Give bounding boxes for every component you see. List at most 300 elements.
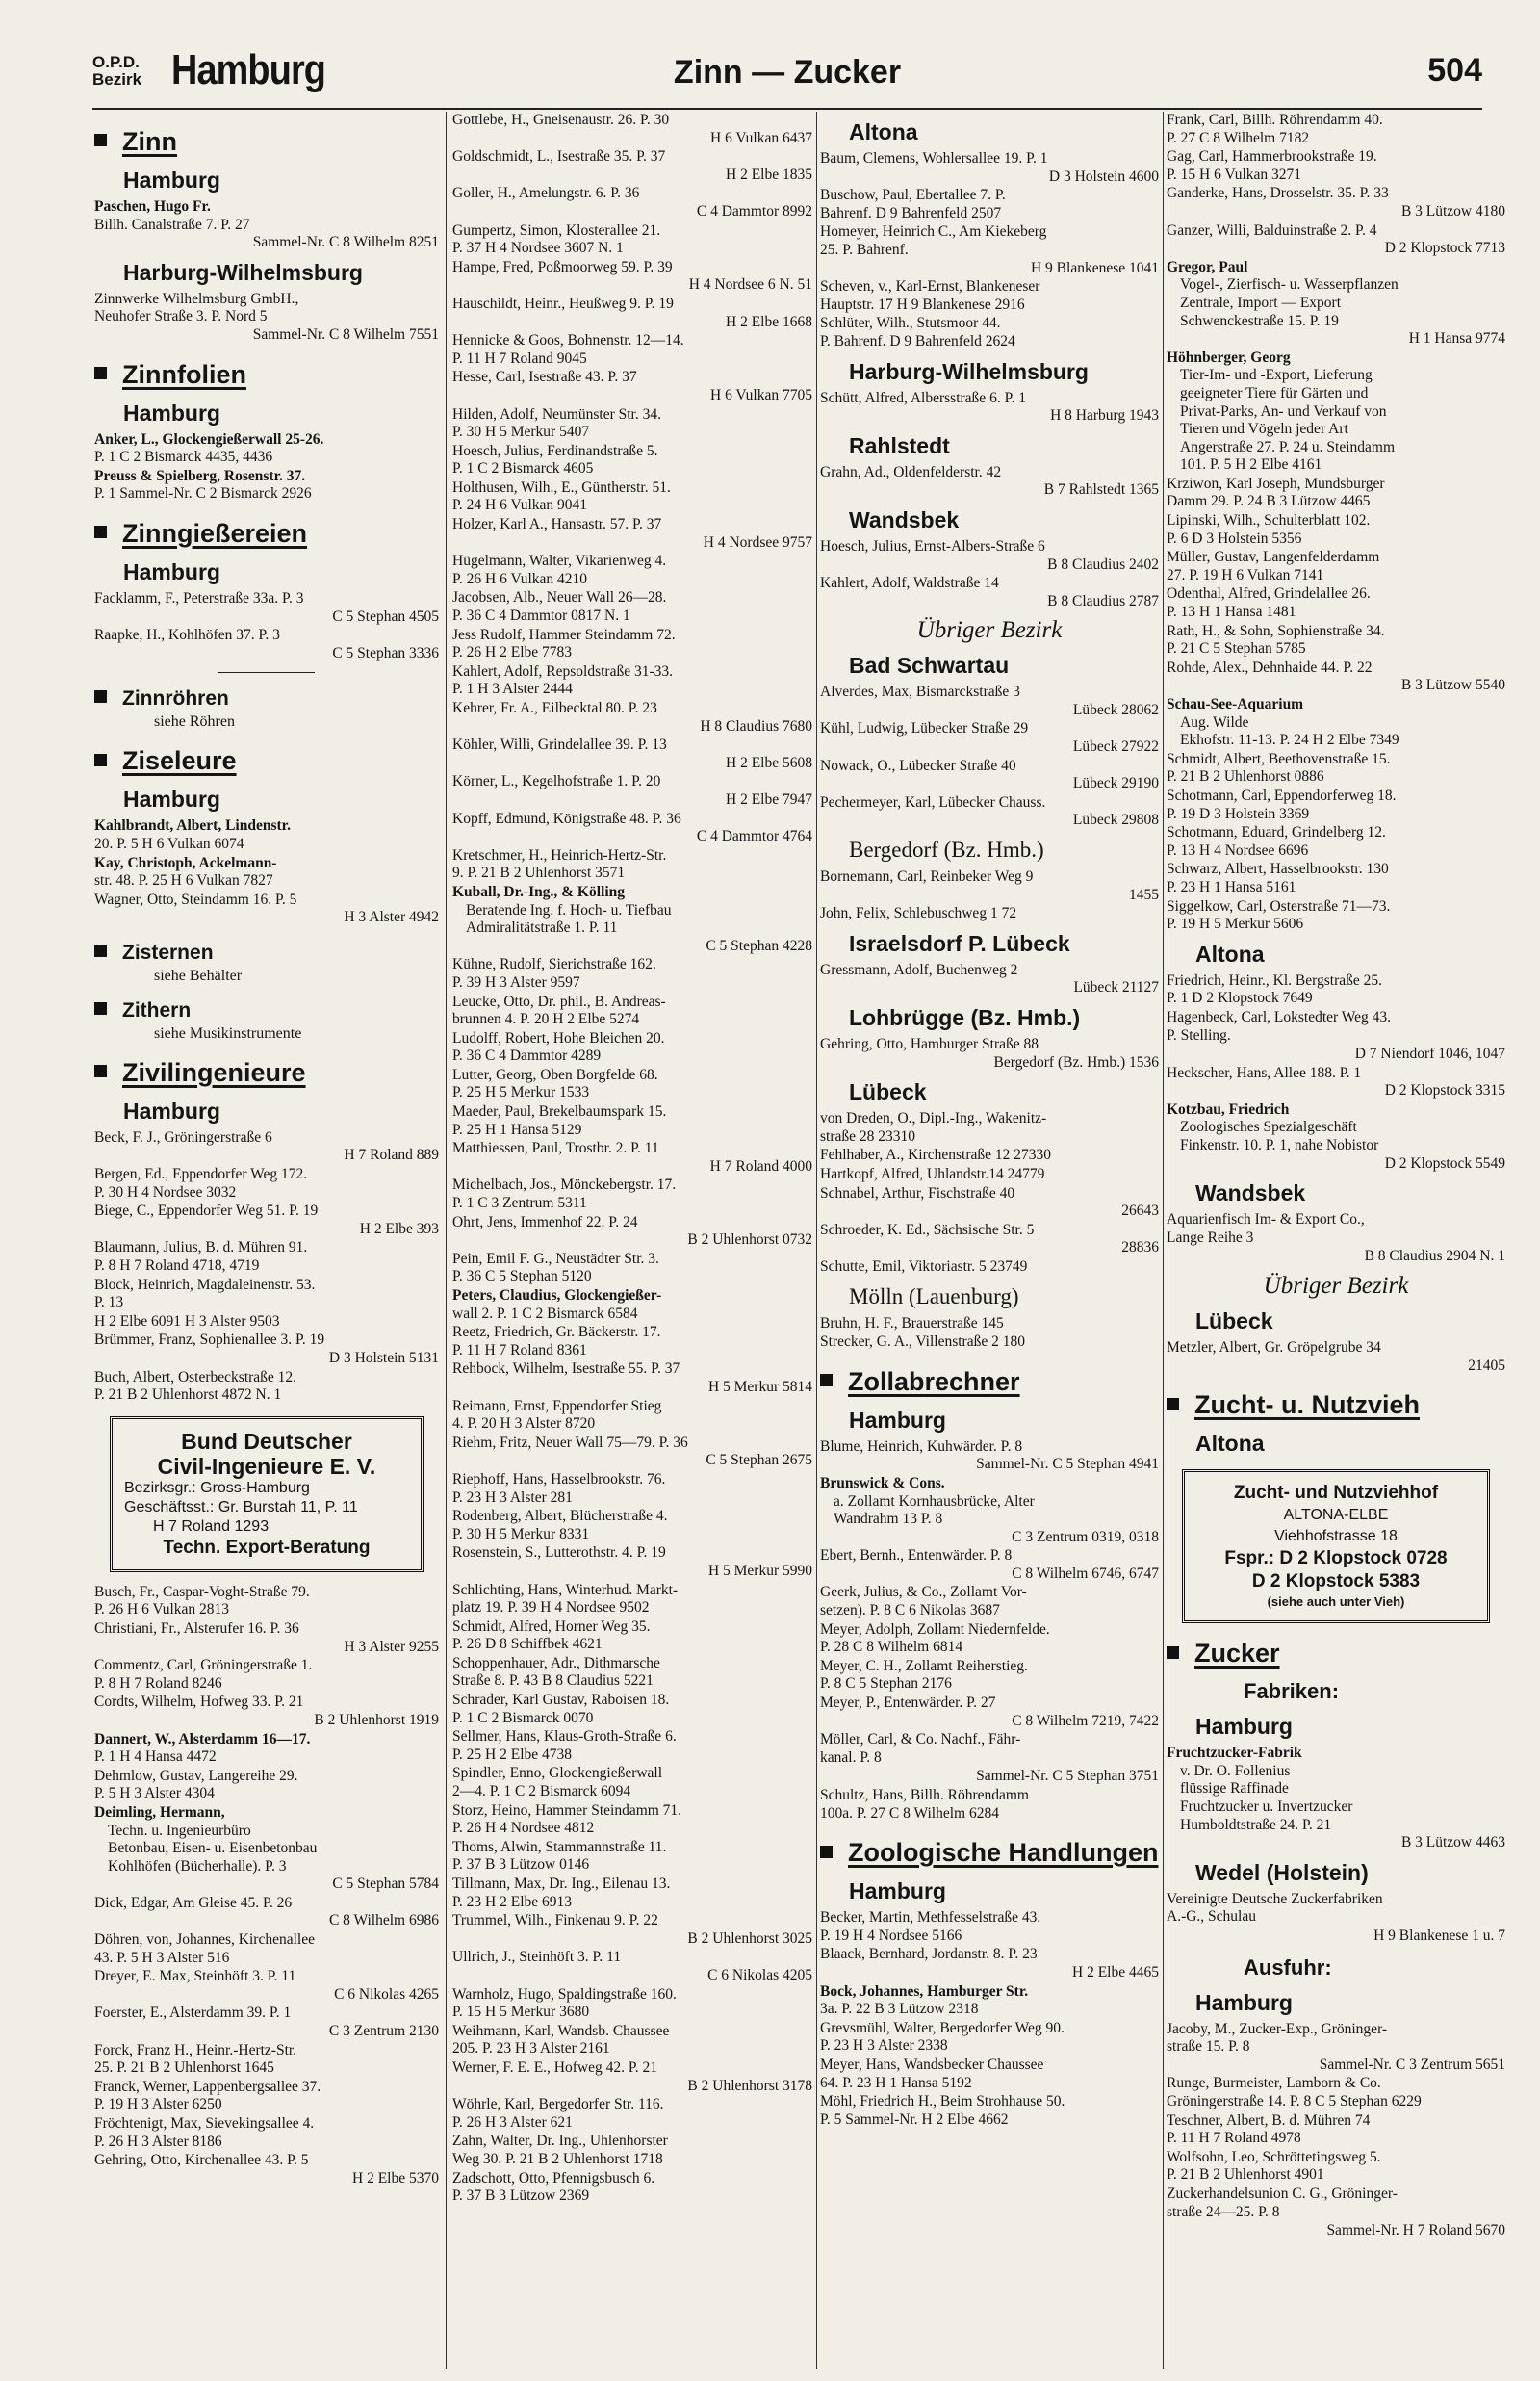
directory-entry [94, 627, 439, 662]
entry-line: Schwenckestraße 15. P. 19 [1180, 312, 1339, 329]
entry-line: 26643 [1121, 1203, 1159, 1220]
entry-line: Schotmann, Eduard, Grindelberg 12. [1167, 824, 1386, 841]
ad-title: Civil-Ingenieure E. V. [157, 1453, 376, 1479]
entry-line: Gumpertz, Simon, Klosterallee 21. [452, 221, 661, 239]
directory-entry [820, 538, 1159, 574]
entry-line: 205. P. 23 H 3 Alster 2161 [452, 2040, 610, 2057]
entry-line: Wandrahm 13 P. 8 [834, 1511, 943, 1528]
entry-line: Lübeck 28062 [1072, 701, 1159, 718]
directory-entry [1167, 1248, 1505, 1266]
directory-entry [452, 773, 812, 809]
directory-entry [820, 1315, 1159, 1333]
directory-entry [452, 2023, 812, 2058]
entry-line: H 9 Blankenese 1 u. 7 [1373, 1927, 1505, 1944]
entry-line: P. 8 H 7 Roland 8246 [94, 1674, 222, 1692]
entry-line: Techn. u. Ingenieurbüro [108, 1822, 251, 1839]
entry-line: C 8 Wilhelm 6986 [328, 1912, 439, 1929]
entry-line: P. 26 H 6 Vulkan 4210 [452, 570, 588, 587]
directory-entry [1167, 1009, 1505, 1045]
entry-line: Lipinski, Wilh., Schulterblatt 102. [1167, 512, 1371, 530]
entry-line: Sammel-Nr. C 5 Stephan 3751 [976, 1768, 1159, 1785]
directory-entry [452, 443, 812, 479]
entry-line: Alverdes, Max, Bismarckstraße 3 [820, 684, 1020, 701]
entry-line: P. 1 C 2 Bismarck 4605 [452, 460, 594, 478]
entry-line: Goldschmidt, L., Isestraße 35. P. 37 [452, 148, 666, 166]
entry-line: H 4 Nordsee 6 N. 51 [688, 276, 812, 294]
entry-line: H 9 Blankenese 1041 [1030, 259, 1159, 276]
advertisement-civil-engineers [110, 1416, 424, 1572]
entry-line: Reetz, Friedrich, Gr. Bäckerstr. 17. [452, 1324, 661, 1341]
entry-line: Schoppenhauer, Adr., Dithmarsche [452, 1654, 660, 1671]
directory-entry [820, 464, 1159, 500]
entry-line: Kopff, Edmund, Königstraße 48. P. 36 [452, 810, 681, 827]
directory-entry [452, 185, 812, 220]
entry-line: Lutter, Georg, Oben Borgfelde 68. [452, 1066, 658, 1083]
entry-line: 2—4. P. 1 C 2 Bismarck 6094 [452, 1783, 631, 1800]
entry-line: Lübeck 27922 [1072, 738, 1159, 756]
entry-line: Kahlbrandt, Albert, Lindenstr. [94, 817, 291, 835]
entry-line: Dannert, W., Alsterdamm 16—17. [94, 1730, 311, 1747]
entry-line: Sammel-Nr. H 7 Roland 5670 [1326, 2222, 1505, 2239]
entry-line: P. 1 C 2 Bismarck 0070 [452, 1709, 594, 1726]
location-heading: Hamburg [849, 1878, 946, 1904]
directory-entry [452, 1728, 812, 1764]
directory-entry [820, 1147, 1159, 1165]
category-heading [94, 686, 439, 712]
entry-line: kanal. P. 8 [820, 1748, 882, 1766]
category-title: Ziseleure [122, 746, 237, 776]
directory-entry [452, 148, 812, 184]
entry-line: D 2 Klopstock 5549 [1384, 1154, 1505, 1172]
directory-entry [94, 1620, 439, 1656]
entry-line: D 2 Klopstock 3315 [1384, 1082, 1505, 1100]
entry-line: P. 5 H 3 Alster 4304 [94, 1785, 215, 1802]
entry-line: a. Zollamt Kornhausbrücke, Alter [834, 1492, 1035, 1510]
ad-phone: H 7 Roland 1293 [153, 1517, 270, 1535]
entry-line: Sammel-Nr. C 3 Zentrum 5651 [1319, 2056, 1505, 2073]
column-3 [820, 112, 1159, 2369]
entry-line: C 5 Stephan 4228 [706, 937, 812, 954]
entry-line: Schmidt, Albert, Beethovenstraße 15. [1167, 750, 1391, 767]
header-city: Hamburg [171, 46, 326, 93]
entry-line: P. 23 H 3 Alster 281 [452, 1488, 573, 1506]
entry-line: B 8 Claudius 2787 [1047, 592, 1159, 609]
category-title: Zinn [122, 127, 177, 156]
entry-line: Holthusen, Wilh., E., Güntherstr. 51. [452, 479, 671, 496]
entry-line: Rehbock, Wilhelm, Isestraße 55. P. 37 [452, 1360, 680, 1378]
entry-line: Hagenbeck, Carl, Lokstedter Weg 43. [1167, 1008, 1392, 1025]
entry-line: Deimling, Hermann, [94, 1803, 225, 1821]
entry-line: Dreyer, E. Max, Steinhöft 3. P. 11 [94, 1968, 296, 1985]
entry-line: 100a. P. 27 C 8 Wilhelm 6284 [820, 1804, 999, 1822]
category-heading [1167, 1637, 1505, 1669]
entry-line: P. 26 D 8 Schiffbek 4621 [452, 1636, 603, 1653]
directory-entry [1167, 2222, 1505, 2240]
entry-line: P. 26 H 3 Alster 8186 [94, 2133, 222, 2150]
directory-entry [94, 590, 439, 626]
entry-line: Bergen, Ed., Eppendorfer Weg 172. [94, 1166, 308, 1183]
directory-entry [452, 2059, 812, 2095]
entry-line: Angerstraße 27. P. 24 u. Steindamm [1180, 438, 1396, 455]
category-bullet-icon [1167, 1646, 1179, 1659]
entry-line: H 2 Elbe 4465 [1072, 1963, 1159, 1980]
entry-line: Preuss & Spielberg, Rosenstr. 37. [94, 467, 306, 484]
entry-line: B 8 Claudius 2402 [1047, 556, 1159, 573]
entry-line: Paschen, Hugo Fr. [94, 198, 211, 215]
entry-line: Lübeck 29808 [1072, 812, 1159, 829]
entry-line: Wöhrle, Karl, Bergedorfer Str. 116. [452, 2096, 664, 2113]
entry-line: P. 6 D 3 Holstein 5356 [1167, 530, 1302, 547]
entry-line: 28836 [1121, 1239, 1159, 1256]
directory-entry [452, 112, 812, 147]
location-heading: Hamburg [123, 168, 220, 193]
directory-entry [94, 1768, 439, 1803]
entry-line: Beratende Ing. f. Hoch- u. Tiefbau [466, 901, 672, 919]
category-bullet-icon [94, 1002, 107, 1015]
entry-line: 25. P. Bahrenf. [820, 241, 909, 258]
entry-line: H 2 Elbe 1668 [726, 313, 812, 330]
category-bullet-icon [820, 1846, 833, 1858]
entry-line: Spindler, Enno, Glockengießerwall [452, 1765, 663, 1782]
directory-entry [452, 1287, 812, 1323]
entry-line: B 7 Rahlstedt 1365 [1043, 481, 1159, 499]
entry-line: Odenthal, Alfred, Grindelallee 26. [1167, 585, 1371, 603]
header-range: Zinn — Zucker [673, 54, 902, 91]
category-title: Zollabrechner [848, 1366, 1020, 1396]
entry-line: Forck, Franz H., Heinr.-Hertz-Str. [94, 2041, 297, 2058]
entry-line: Schlichting, Hans, Winterhud. Markt- [452, 1581, 679, 1598]
entry-line: Grevsmühl, Walter, Bergedorfer Weg 90. [820, 2019, 1065, 2036]
entry-line: Dehmlow, Gustav, Langereihe 29. [94, 1767, 298, 1784]
entry-line: Commentz, Carl, Gröningerstraße 1. [94, 1657, 313, 1674]
entry-line: Zahn, Walter, Dr. Ing., Uhlenhorster [452, 2133, 668, 2150]
entry-line: P. 11 H 7 Roland 9045 [452, 349, 587, 367]
directory-entry [452, 589, 812, 625]
entry-line: wall 2. P. 1 C 2 Bismarck 6584 [452, 1305, 638, 1322]
entry-line: Homeyer, Heinrich C., Am Kiekeberg [820, 223, 1047, 241]
column-divider [1163, 112, 1164, 2369]
entry-line: Biege, C., Eppendorfer Weg 51. P. 19 [94, 1203, 319, 1220]
entry-line: P. 19 D 3 Holstein 3369 [1167, 805, 1310, 822]
entry-line: P. 39 H 3 Alster 9597 [452, 973, 580, 991]
directory-entry [452, 296, 812, 331]
location-heading: Übriger Bezirk [1263, 1273, 1409, 1300]
directory-entry [452, 479, 812, 515]
see-also-note: siehe Musikinstrumente [154, 1024, 302, 1042]
directory-entry [452, 1435, 812, 1470]
entry-line: C 6 Nikolas 4205 [707, 1966, 812, 1983]
entry-line: Sellmer, Hans, Klaus-Groth-Straße 6. [452, 1728, 677, 1746]
entry-line: Finkenstr. 10. P. 1, nahe Nobistor [1180, 1137, 1379, 1154]
directory-entry [1167, 1891, 1505, 1927]
entry-line: Facklamm, F., Peterstraße 33a. P. 3 [94, 589, 304, 607]
entry-line: Blaumann, Julius, B. d. Mühren 91. [94, 1239, 308, 1256]
category-heading [1167, 1388, 1505, 1421]
directory-entry [820, 1946, 1159, 1981]
entry-line: Scheven, v., Karl-Ernst, Blankeneser [820, 278, 1040, 296]
entry-line: P. 13 [94, 1294, 124, 1311]
entry-line: Hügelmann, Walter, Vikarienweg 4. [452, 553, 667, 570]
ad-phone: D 2 Klopstock 5383 [1251, 1571, 1421, 1592]
directory-entry [94, 1657, 439, 1693]
directory-entry [1167, 549, 1505, 584]
entry-line: Kretschmer, H., Heinrich-Hertz-Str. [452, 846, 667, 864]
entry-line: P. 37 B 3 Lützow 0146 [452, 1856, 590, 1874]
entry-line: D 3 Holstein 4600 [1048, 168, 1159, 185]
entry-line: Hampe, Fred, Poßmoorweg 59. P. 39 [452, 258, 673, 275]
entry-line: Bock, Johannes, Hamburger Str. [820, 1982, 1029, 2000]
entry-line: Kahlert, Adolf, Repsoldstraße 31-33. [452, 662, 674, 680]
category-title: Zinngießereien [122, 518, 308, 548]
entry-line: C 5 Stephan 5784 [332, 1876, 439, 1893]
directory-entry [452, 1030, 812, 1066]
entry-line: Höhnberger, Georg [1167, 349, 1291, 366]
directory-entry [94, 1584, 439, 1619]
entry-line: Ganderke, Hans, Drosselstr. 35. P. 33 [1167, 185, 1389, 202]
entry-line: Neuhofer Straße 3. P. Nord 5 [94, 308, 268, 325]
entry-line: Rosenstein, S., Lutterothstr. 4. P. 19 [452, 1544, 666, 1562]
directory-entry [820, 187, 1159, 222]
directory-entry [452, 1655, 812, 1691]
directory-entry [820, 684, 1159, 719]
entry-line: Aquarienfisch Im- & Export Co., [1167, 1211, 1365, 1229]
directory-entry [452, 1398, 812, 1434]
location-heading: Wedel (Holstein) [1195, 1859, 1369, 1885]
entry-line: Hennicke & Goos, Bohnenstr. 12—14. [452, 332, 684, 349]
directory-entry [452, 1912, 812, 1948]
directory-entry [820, 1166, 1159, 1184]
entry-line: Ohrt, Jens, Immenhof 22. P. 24 [452, 1213, 638, 1230]
entry-line: H 6 Vulkan 6437 [710, 129, 812, 146]
entry-line: Baum, Clemens, Wohlersallee 19. P. 1 [820, 150, 1048, 167]
directory-entry [94, 1166, 439, 1202]
directory-entry [452, 1765, 812, 1800]
entry-line: H 2 Elbe 7947 [726, 790, 812, 808]
entry-line: Schultz, Hans, Billh. Röhrendamm [820, 1787, 1029, 1803]
entry-line: straße 28 23310 [820, 1127, 916, 1145]
entry-line: Gressmann, Adolf, Buchenweg 2 [820, 961, 1018, 978]
entry-line: C 8 Wilhelm 6746, 6747 [1012, 1565, 1159, 1582]
entry-line: Hilden, Adolf, Neumünster Str. 34. [452, 405, 661, 423]
category-heading [94, 941, 439, 966]
entry-line: Schutte, Emil, Viktoriastr. 5 23749 [820, 1257, 1028, 1275]
header-bezirk: Bezirk [92, 70, 142, 89]
entry-line: D 3 Holstein 5131 [328, 1350, 439, 1366]
entry-line: Gehring, Otto, Kirchenallee 43. P. 5 [94, 2152, 309, 2169]
location-heading: Hamburg [123, 558, 220, 584]
section-divider [218, 672, 315, 673]
directory-entry [820, 794, 1159, 830]
directory-entry [452, 737, 812, 772]
entry-line: H 7 Roland 4000 [709, 1157, 812, 1175]
directory-entry [94, 1332, 439, 1367]
entry-line: Kay, Christoph, Ackelmann- [94, 854, 277, 871]
directory-entry [94, 1731, 439, 1767]
header-page-number: 504 [1427, 52, 1482, 89]
entry-line: Schütt, Alfred, Albersstraße 6. P. 1 [820, 389, 1026, 406]
entry-line: P. 36 C 5 Stephan 5120 [452, 1268, 592, 1285]
entry-line: Sammel-Nr. C 5 Stephan 4941 [976, 1456, 1159, 1473]
entry-line: Köhler, Willi, Grindelallee 39. P. 13 [452, 737, 667, 754]
entry-line: Ludolff, Robert, Hohe Bleichen 20. [452, 1029, 665, 1047]
category-title: Zucker [1194, 1639, 1280, 1669]
ad-line: Techn. Export-Beratung [163, 1537, 371, 1558]
directory-entry [820, 1110, 1159, 1146]
entry-line: P. 30 H 5 Merkur 5407 [452, 424, 590, 441]
directory-entry [1167, 1928, 1505, 1946]
entry-line: Gröningerstraße 14. P. 8 C 5 Stephan 6229 [1167, 2092, 1422, 2109]
entry-line: Goller, H., Amelungstr. 6. P. 36 [452, 185, 640, 202]
directory-entry [452, 811, 812, 846]
location-heading: Hamburg [1195, 1714, 1293, 1740]
location-heading: Mölln (Lauenburg) [849, 1283, 1019, 1308]
entry-line: Schotmann, Carl, Eppendorferweg 18. [1167, 787, 1397, 804]
entry-line: Meyer, P., Entenwärder. P. 27 [820, 1695, 996, 1712]
entry-line: Jacobsen, Alb., Neuer Wall 26—28. [452, 589, 667, 607]
entry-line: Hartkopf, Alfred, Uhlandstr.14 24779 [820, 1165, 1045, 1182]
directory-entry [1167, 148, 1505, 184]
directory-entry [1167, 788, 1505, 823]
entry-line: Betonbau, Eisen- u. Eisenbetonbau [108, 1840, 318, 1857]
entry-line: Cordts, Wilhelm, Hofweg 33. P. 21 [94, 1694, 304, 1711]
entry-line: Meyer, Hans, Wandsbecker Chaussee [820, 2056, 1044, 2073]
directory-entry [452, 259, 812, 295]
entry-line: Schroeder, K. Ed., Sächsische Str. 5 [820, 1221, 1035, 1238]
location-heading: Übriger Bezirk [916, 617, 1063, 644]
ad-line: Viehhofstrasse 18 [1274, 1528, 1398, 1545]
entry-line: 4. P. 20 H 3 Alster 8720 [452, 1415, 596, 1433]
entry-line: Pein, Emil F. G., Neustädter Str. 3. [452, 1250, 659, 1267]
directory-entry [820, 1438, 1159, 1474]
directory-entry [1167, 1101, 1505, 1173]
entry-line: Zentrale, Import — Export [1180, 294, 1342, 311]
location-heading: Altona [1195, 1431, 1265, 1457]
entry-line: C 4 Dammtor 4764 [696, 828, 812, 845]
entry-line: Werner, F. E. E., Hofweg 42. P. 21 [452, 2058, 657, 2076]
entry-line: P. 21 B 2 Uhlenhorst 4901 [1167, 2166, 1324, 2184]
entry-line: 1455 [1129, 886, 1159, 903]
entry-line: Zuckerhandelsunion C. G., Gröninger- [1167, 2185, 1398, 2202]
directory-entry [1167, 1339, 1505, 1375]
directory-entry [94, 1277, 439, 1312]
entry-line: Foerster, E., Alsterdamm 39. P. 1 [94, 2005, 292, 2022]
location-heading: Hamburg [123, 400, 220, 426]
entry-line: P. 15 H 5 Merkur 3680 [452, 2004, 590, 2021]
entry-line: Bergedorf (Bz. Hmb.) 1536 [993, 1053, 1159, 1071]
directory-entry [452, 1544, 812, 1580]
entry-line: Sammel-Nr. C 8 Wilhelm 8251 [252, 234, 439, 251]
entry-line: brunnen 4. P. 20 H 2 Elbe 5274 [452, 1011, 640, 1028]
directory-entry [452, 1177, 812, 1212]
entry-line: Siggelkow, Carl, Osterstraße 71—73. [1167, 897, 1391, 915]
entry-line: H 6 Vulkan 7705 [710, 386, 812, 403]
directory-entry [452, 1251, 812, 1286]
entry-line: H 5 Merkur 5990 [707, 1562, 812, 1579]
location-heading: Rahlstedt [849, 432, 950, 458]
entry-line: C 5 Stephan 3336 [332, 644, 439, 661]
directory-entry [1167, 660, 1505, 695]
directory-entry [452, 553, 812, 588]
category-bullet-icon [94, 367, 107, 379]
directory-entry [94, 431, 439, 467]
entry-line: H 5 Merkur 5814 [707, 1378, 812, 1395]
entry-line: H 8 Harburg 1943 [1050, 407, 1159, 425]
directory-entry [94, 1694, 439, 1729]
directory-entry [452, 663, 812, 699]
entry-line: Körner, L., Kegelhofstraße 1. P. 20 [452, 773, 661, 790]
entry-line: P. 1 H 4 Hansa 4472 [94, 1748, 217, 1766]
ad-title: Zucht- und Nutzviehhof [1233, 1483, 1439, 1504]
directory-entry [452, 956, 812, 992]
entry-line: H 7 Roland 889 [344, 1147, 439, 1164]
entry-line: P. 26 H 2 Elbe 7783 [452, 644, 572, 661]
entry-line: Buschow, Paul, Ebertallee 7. P. [820, 187, 1006, 204]
directory-entry [452, 627, 812, 662]
entry-line: Billh. Canalstraße 7. P. 27 [94, 216, 250, 233]
entry-line: 64. P. 23 H 1 Hansa 5192 [820, 2074, 972, 2091]
directory-entry [1167, 2021, 1505, 2075]
entry-line: Geerk, Julius, & Co., Zollamt Vor- [820, 1584, 1027, 1601]
entry-line: Kühl, Ludwig, Lübecker Straße 29 [820, 720, 1029, 738]
entry-line: Jess Rudolf, Hammer Steindamm 72. [452, 626, 676, 643]
directory-entry [1167, 824, 1505, 860]
directory-entry [820, 758, 1159, 793]
entry-line: P. 23 H 2 Elbe 6913 [452, 1893, 572, 1910]
entry-line: P. 11 H 7 Roland 8361 [452, 1341, 587, 1359]
entry-line: Schnabel, Arthur, Fischstraße 40 [820, 1184, 1015, 1202]
entry-line: platz 19. P. 39 H 4 Nordsee 9502 [452, 1599, 650, 1617]
entry-line: H 1 Hansa 9774 [1408, 330, 1505, 348]
entry-line: Michelbach, Jos., Mönckebergstr. 17. [452, 1177, 677, 1194]
entry-line: Holzer, Karl A., Hansastr. 57. P. 37 [452, 516, 662, 533]
directory-entry [94, 2079, 439, 2114]
entry-line: P. 26 H 6 Vulkan 2813 [94, 1601, 230, 1618]
entry-line: P. 21 C 5 Stephan 5785 [1167, 640, 1306, 658]
entry-line: Heckscher, Hans, Allee 188. P. 1 [1167, 1064, 1362, 1081]
entry-line: P. 1 H 3 Alster 2444 [452, 681, 573, 698]
directory-entry [452, 369, 812, 404]
entry-line: Vereinigte Deutsche Zuckerfabriken [1167, 1890, 1383, 1907]
entry-line: Weihmann, Karl, Wandsb. Chaussee [452, 2022, 670, 2039]
entry-line: Schwarz, Albert, Hasselbrookstr. 130 [1167, 861, 1389, 878]
directory-entry [452, 1214, 812, 1250]
entry-line: H 2 Elbe 6091 H 3 Alster 9503 [94, 1312, 280, 1330]
entry-line: P. 28 C 8 Wilhelm 6814 [820, 1639, 963, 1656]
entry-line: Rath, H., & Sohn, Sophienstraße 34. [1167, 622, 1385, 639]
directory-entry [94, 1203, 439, 1238]
entry-line: Matthiessen, Paul, Trostbr. 2. P. 11 [452, 1140, 659, 1157]
entry-line: C 6 Nikolas 4265 [334, 1985, 439, 2003]
location-heading: Lohbrügge (Bz. Hmb.) [849, 1005, 1081, 1030]
subsection-heading: Fabriken: [1244, 1679, 1340, 1704]
directory-entry [452, 1471, 812, 1507]
directory-entry [820, 1909, 1159, 1945]
entry-line: Blaack, Bernhard, Jordanstr. 8. P. 23 [820, 1946, 1038, 1963]
directory-entry [452, 884, 812, 955]
column-4 [1167, 112, 1505, 2369]
entry-line: P. 8 H 7 Roland 4718, 4719 [94, 1257, 260, 1275]
entry-line: setzen). P. 8 C 6 Nikolas 3687 [820, 1602, 1000, 1619]
entry-line: P. 25 H 2 Elbe 4738 [452, 1746, 572, 1763]
entry-line: v. Dr. O. Follenius [1180, 1762, 1291, 1779]
directory-entry [820, 1222, 1159, 1257]
directory-entry [452, 1103, 812, 1139]
directory-entry [1167, 259, 1505, 349]
directory-entry [452, 2096, 812, 2132]
directory-entry [94, 1804, 439, 1894]
entry-line: Tillmann, Max, Dr. Ing., Eilenau 13. [452, 1876, 671, 1892]
entry-line: P. 36 C 4 Dammtor 4289 [452, 1048, 602, 1065]
